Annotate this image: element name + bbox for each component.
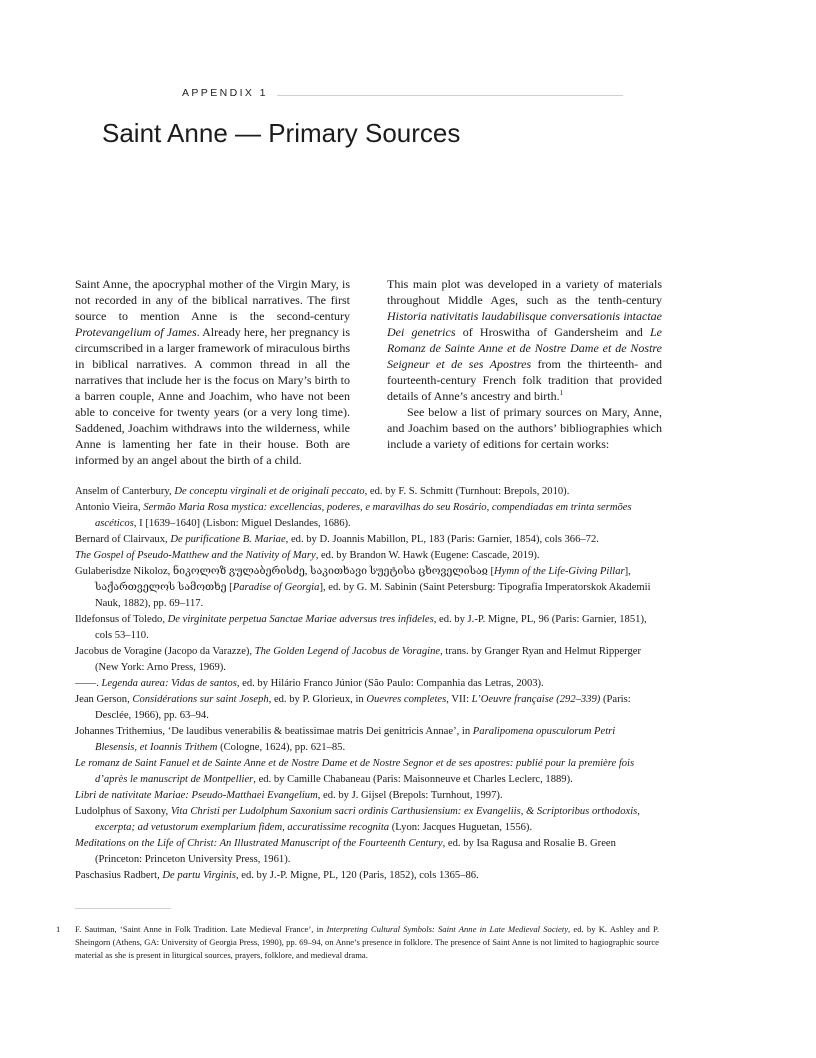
footnote-rule <box>75 908 171 909</box>
body-right-column <box>387 276 662 452</box>
bibliography-entry: Bernard of Clairvaux, De purificatione B. Mariae, ed. by D. Joannis Mabillon, PL, 183 (Paris: Garnier, 1854), cols 366–72. <box>75 534 599 545</box>
bibliography-entry: Ludolphus of Saxony, Vita Christi per Ludolphum Saxonium sacri ordinis Carthusiensium: ex Evangeliis, & Scriptoribus orthodoxis, excerpta; ad vetustorum exemplarium fidem, accuratissime recognita (Lyon: Jacques Huguetan, 1556). <box>75 806 640 833</box>
bibliography-entry: ——. Legenda aurea: Vidas de santos, ed. by Hilário Franco Júnior (São Paulo: Companhia das Letras, 2003). <box>75 678 544 689</box>
bibliography-entry: Jean Gerson, Considérations sur saint Joseph, ed. by P. Glorieux, in Ouevres completes, VII: L’Oeuvre française (292–339) (Paris: Desclée, 1966), pp. 63–94. <box>75 694 631 721</box>
bibliography-entry: Antonio Vieira, Sermão Maria Rosa mystica: excellencias, poderes, e maravilhas do seu Rosário, compendiadas em trinta sermões ascéticos, I [1639–1640] (Lisbon: Miguel Deslandes, 1686). <box>75 502 632 529</box>
chapter-title: Saint Anne — Primary Sources <box>102 118 461 148</box>
bibliography-list <box>75 484 659 884</box>
footnote <box>56 923 659 962</box>
bibliography-entry: Johannes Trithemius, ‘De laudibus venerabilis & beatissimae matris Dei genitricis Annae’, in Paralipomena opusculorum Petri Blesensis, et Ioannis Trithem (Cologne, 1624), pp. 621–85. <box>75 726 616 753</box>
bibliography-entry: Le romanz de Saint Fanuel et de Sainte Anne et de Nostre Dame et de Nostre Segnor et de ses apostres: publié pour la première fois d’après le manuscript de Montpellier, ed. by Camille Chabaneau (Paris: Maisonneuve et Charles Leclerc, 1889). <box>75 758 635 785</box>
bibliography-entry: Anselm of Canterbury, De conceptu virginali et de originali peccato, ed. by F. S. Schmitt (Turnhout: Brepols, 2010). <box>75 486 570 497</box>
footnote-number: 1 <box>56 924 61 934</box>
bibliography-entry: The Gospel of Pseudo-Matthew and the Nativity of Mary, ed. by Brandon W. Hawk (Eugene: Cascade, 2019). <box>75 550 540 561</box>
bibliography-entry: Meditations on the Life of Christ: An Illustrated Manuscript of the Fourteenth Century, ed. by Isa Ragusa and Rosalie B. Green (Princeton: Princeton University Press, 1961). <box>75 838 616 865</box>
appendix-label: APPENDIX 1 <box>182 87 268 99</box>
body-left-column <box>75 276 350 468</box>
plot-paragraph: This main plot was developed in a variety of materials throughout Middle Ages, such as the tenth-century Historia nativitatis laudabilisque conversationis intactae Dei genetrics of Hroswitha of Gandersheim and Le Romanz de Sainte Anne et de Nostre Dame et de Nostre Seigneur et de ses Apostres from the thirteenth- and fourteenth-century French folk tradition that provided details of Anne’s ancestry and birth.$^1$ <box>387 277 662 403</box>
bibliography-entry: Libri de nativitate Mariae: Pseudo-Matthaei Evangelium, ed. by J. Gijsel (Brepols: Turnhout, 1997). <box>75 790 503 801</box>
footnote-text: F. Sautman, ‘Saint Anne in Folk Tradition. Late Medieval France’, in Interpreting Cultural Symbols: Saint Anne in Late Medieval Society, ed. by K. Ashley and P. Sheingorn (Athens, GA: University of Georgia Press, 1990), pp. 69–94, on Anne’s presence in folklore. The presence of Saint Anne is not limited to hagiographic source material as she is present in liturgical sources, prayers, folklore, and medieval drama. <box>75 924 659 960</box>
bibliography-entry: Jacobus de Voragine (Jacopo da Varazze), The Golden Legend of Jacobus de Voragine, trans. by Granger Ryan and Helmut Ripperger (New York: Arno Press, 1969). <box>75 646 641 673</box>
sources-intro-paragraph: See below a list of primary sources on Mary, Anne, and Joachim based on the authors’ bibliographies which include a variety of editions for certain works: <box>387 405 662 451</box>
bibliography-entry: Paschasius Radbert, De partu Virginis, ed. by J.-P. Migne, PL, 120 (Paris, 1852), cols 1365–86. <box>75 870 479 881</box>
bibliography-entry: Gulaberisdze Nikoloz, ნიკოლოზ გულაბერისძე, საკითხავი სუეტისა ცხოველისაჲ [Hymn of the Life-Giving Pillar], საქართველოს სამოთხე [Paradise of Georgia], ed. by G. M. Sabinin (Saint Petersburg: Tipografia Imperatorskok Akademii Nauk, 1882), pp. 69–117. <box>75 566 651 609</box>
header-rule <box>277 95 623 96</box>
bibliography-entry: Ildefonsus of Toledo, De virginitate perpetua Sanctae Mariae adversus tres infideles, ed. by J.-P. Migne, PL, 96 (Paris: Garnier, 1851), cols 53–110. <box>75 614 647 641</box>
intro-paragraph: Saint Anne, the apocryphal mother of the Virgin Mary, is not recorded in any of the biblical narratives. The first source to mention Anne is the second-century Protevangelium of James. Already here, her pregnancy is circumscribed in a larger framework of miraculous births in biblical narratives. A common thread in all the narratives that include her is the focus on Mary’s birth to a barren couple, Anne and Joachim, who have not been able to conceive for twenty years (or a very long time). Saddened, Joachim withdraws into the wilderness, while Anne is lamenting her fate in their house. Both are informed by an angel about the birth of a child. <box>75 277 351 467</box>
